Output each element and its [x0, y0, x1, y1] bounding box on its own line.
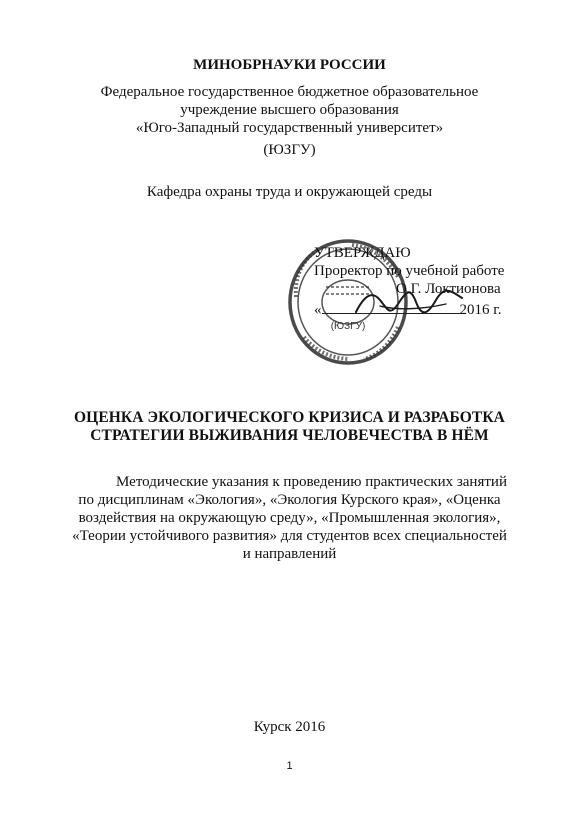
document-title-line-2: СТРАТЕГИИ ВЫЖИВАНИЯ ЧЕЛОВЕЧЕСТВА В НЁМ: [90, 427, 489, 444]
document-title-line-1: ОЦЕНКА ЭКОЛОГИЧЕСКОГО КРИЗИСА И РАЗРАБОТКА: [74, 409, 505, 426]
approver-name: О.Г. Локтионова: [396, 281, 501, 297]
seal-text: (ЮЗГУ): [330, 321, 366, 332]
department-name: Кафедра охраны труда и окружающей среды: [146, 184, 433, 200]
description-line-5: и направлений: [242, 546, 337, 562]
institution-line-3: «Юго-Западный государственный университет»: [135, 120, 444, 136]
approval-date-year: 2016 г.: [459, 302, 502, 318]
handwritten-signature: [350, 276, 470, 326]
description-line-4: «Теории устойчивого развития» для студентов всех специальностей: [72, 528, 507, 544]
description-line-3: воздействия на окружающую среду», «Промышленная экология»,: [78, 510, 501, 526]
description-line-2: по дисциплинам «Экология», «Экология Курского края», «Оценка: [78, 492, 501, 508]
institution-abbreviation: (ЮЗГУ): [263, 142, 316, 158]
city-year: Курск 2016: [253, 719, 326, 735]
page-number: 1: [286, 760, 293, 772]
institution-line-2: учреждение высшего образования: [180, 102, 399, 118]
institution-line-1: Федеральное государственное бюджетное образовательное: [100, 84, 479, 100]
approval-label: УТВЕРЖДАЮ: [314, 245, 411, 261]
approver-position: Проректор по учебной работе: [314, 263, 505, 279]
description-line-1: Методические указания к проведению практических занятий: [116, 474, 507, 490]
ministry-heading: МИНОБРНАУКИ РОССИИ: [193, 57, 386, 73]
approval-date-quote: «: [314, 302, 322, 318]
